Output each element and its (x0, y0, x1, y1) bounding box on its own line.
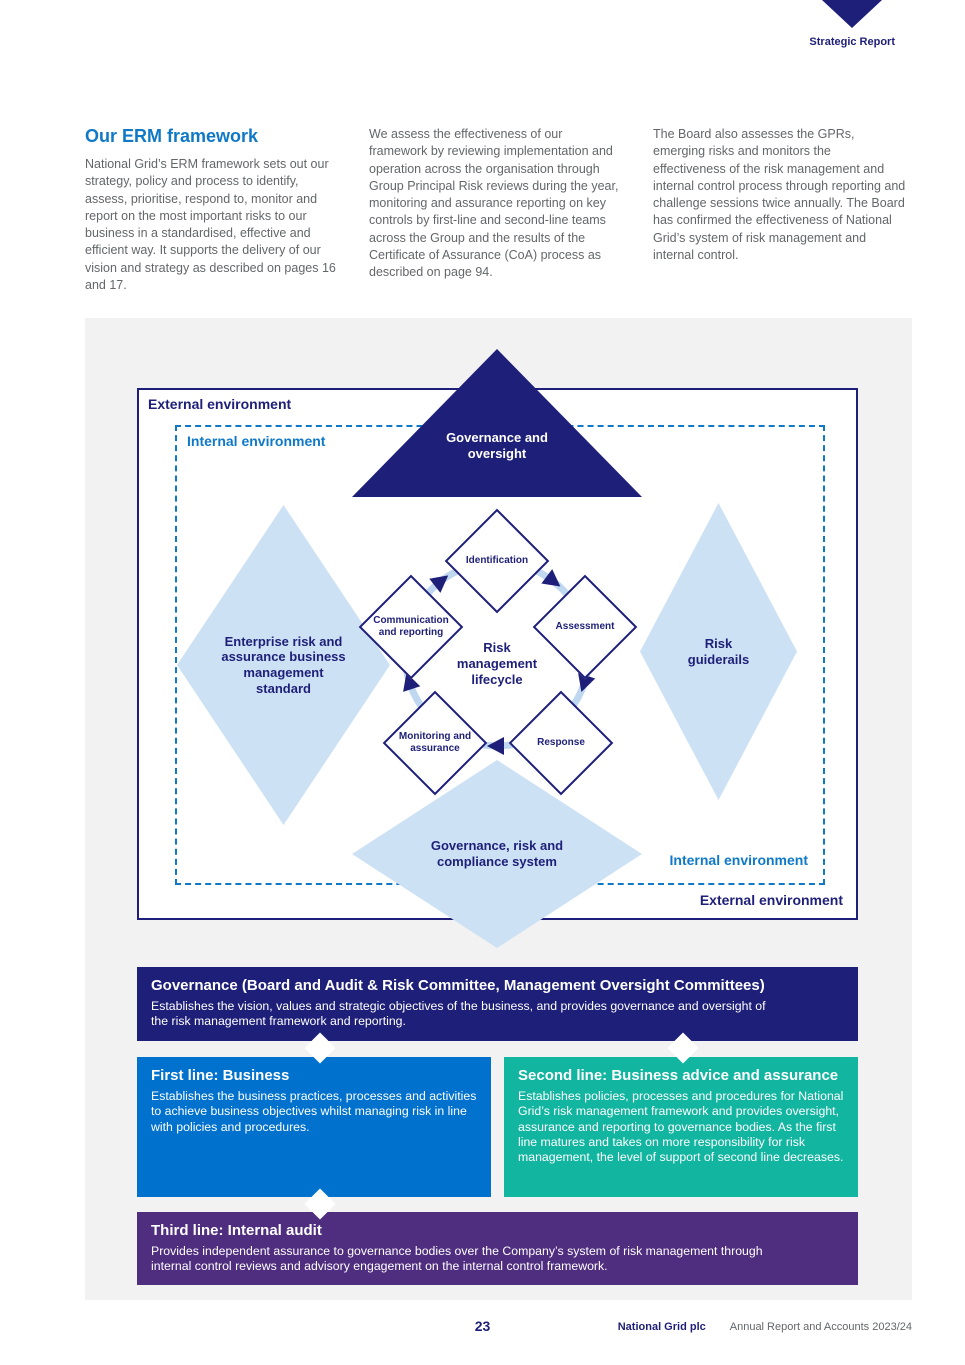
third-line-bar (137, 1212, 858, 1285)
step-monitoring-label: Monitoring and assurance (398, 731, 472, 754)
risk-guiderails-label: Risk guiderails (687, 635, 750, 667)
intro-paragraph-3: The Board also assesses the GPRs, emerging risks and monitors the effectiveness of the risk management and internal control process through reporting and challenge sessions twice annually. The Board has confirmed the effectiveness of National Grid’s system of risk management and internal control. (653, 127, 906, 262)
grc-system-label: Governance, risk and compliance system (430, 838, 564, 869)
third-line-title: Third line: Internal audit (151, 1222, 322, 1239)
second-line-description: Establishes policies, processes and procedures for National Grid’s risk management framework and provides oversight, assurance and reporting to governance bodies. As the first line matures and takes on more responsibility for risk management, the level of support of second line decreases. (518, 1089, 844, 1165)
intro-paragraph-1: National Grid’s ERM framework sets out our strategy, policy and process to identify, assess, prioritise, respond to, monitor and report on the most important risks to our business in a standardised, effective and efficient way. It supports the delivery of our vision and strategy as described on pages 16 and 17. (85, 157, 336, 292)
intro-column-2 (369, 126, 623, 281)
first-line-title: First line: Business (151, 1067, 290, 1084)
first-line-bar (137, 1057, 491, 1197)
second-line-bar (504, 1057, 858, 1197)
step-identification-label: Identification (465, 555, 529, 566)
footer-report-title: Annual Report and Accounts 2023/24 (729, 1321, 912, 1333)
page-title: Our ERM framework (85, 126, 259, 146)
intro-column-1 (85, 126, 339, 294)
governance-oversight-label: Governance and oversight (446, 430, 548, 461)
governance-bar-title: Governance (Board and Audit & Risk Committee, Management Oversight Committees) (151, 977, 765, 994)
step-response-label: Response (537, 737, 585, 748)
governance-bar (137, 967, 858, 1041)
intro-columns (85, 126, 907, 294)
third-line-description: Provides independent assurance to governance bodies over the Company’s system of risk management through internal control reviews and advisory engagement on the internal control framework. (151, 1244, 763, 1274)
internal-environment-label-top: Internal environment (187, 433, 326, 449)
external-environment-label-top: External environment (148, 396, 292, 412)
internal-environment-label-bottom: Internal environment (669, 852, 808, 868)
footer-company: National Grid plc (617, 1321, 706, 1333)
governance-bar-description: Establishes the vision, values and strategic objectives of the business, and provides governance and oversight of the risk management framework and reporting. (151, 999, 766, 1029)
step-assessment-label: Assessment (555, 621, 615, 632)
section-label: Strategic Report (809, 36, 895, 48)
intro-paragraph-2: We assess the effectiveness of our framework by reviewing implementation and operation across the organisation through Group Principal Risk reviews during the year, monitoring and assurance reporting on key controls by first-line and second-line teams across the Group and the results of the Certificate of Assurance (CoA) process as described on page 94. (369, 127, 619, 279)
step-communication-label: Communication and reporting (373, 615, 449, 638)
intro-column-3 (653, 126, 907, 264)
lifecycle-center-label: Risk management lifecycle (456, 640, 538, 687)
external-environment-label-bottom: External environment (699, 892, 843, 908)
governance-oversight-triangle (352, 349, 642, 497)
enterprise-risk-label: Enterprise risk and assurance business management standard (221, 633, 346, 696)
first-line-description: Establishes the business practices, processes and activities to achieve business objectives whilst managing risk in line with policies and procedures. (151, 1089, 477, 1134)
section-marker-triangle-icon (822, 0, 882, 28)
footer (618, 1321, 912, 1333)
page-number: 23 (474, 1318, 491, 1334)
second-line-title: Second line: Business advice and assurance (518, 1067, 839, 1084)
